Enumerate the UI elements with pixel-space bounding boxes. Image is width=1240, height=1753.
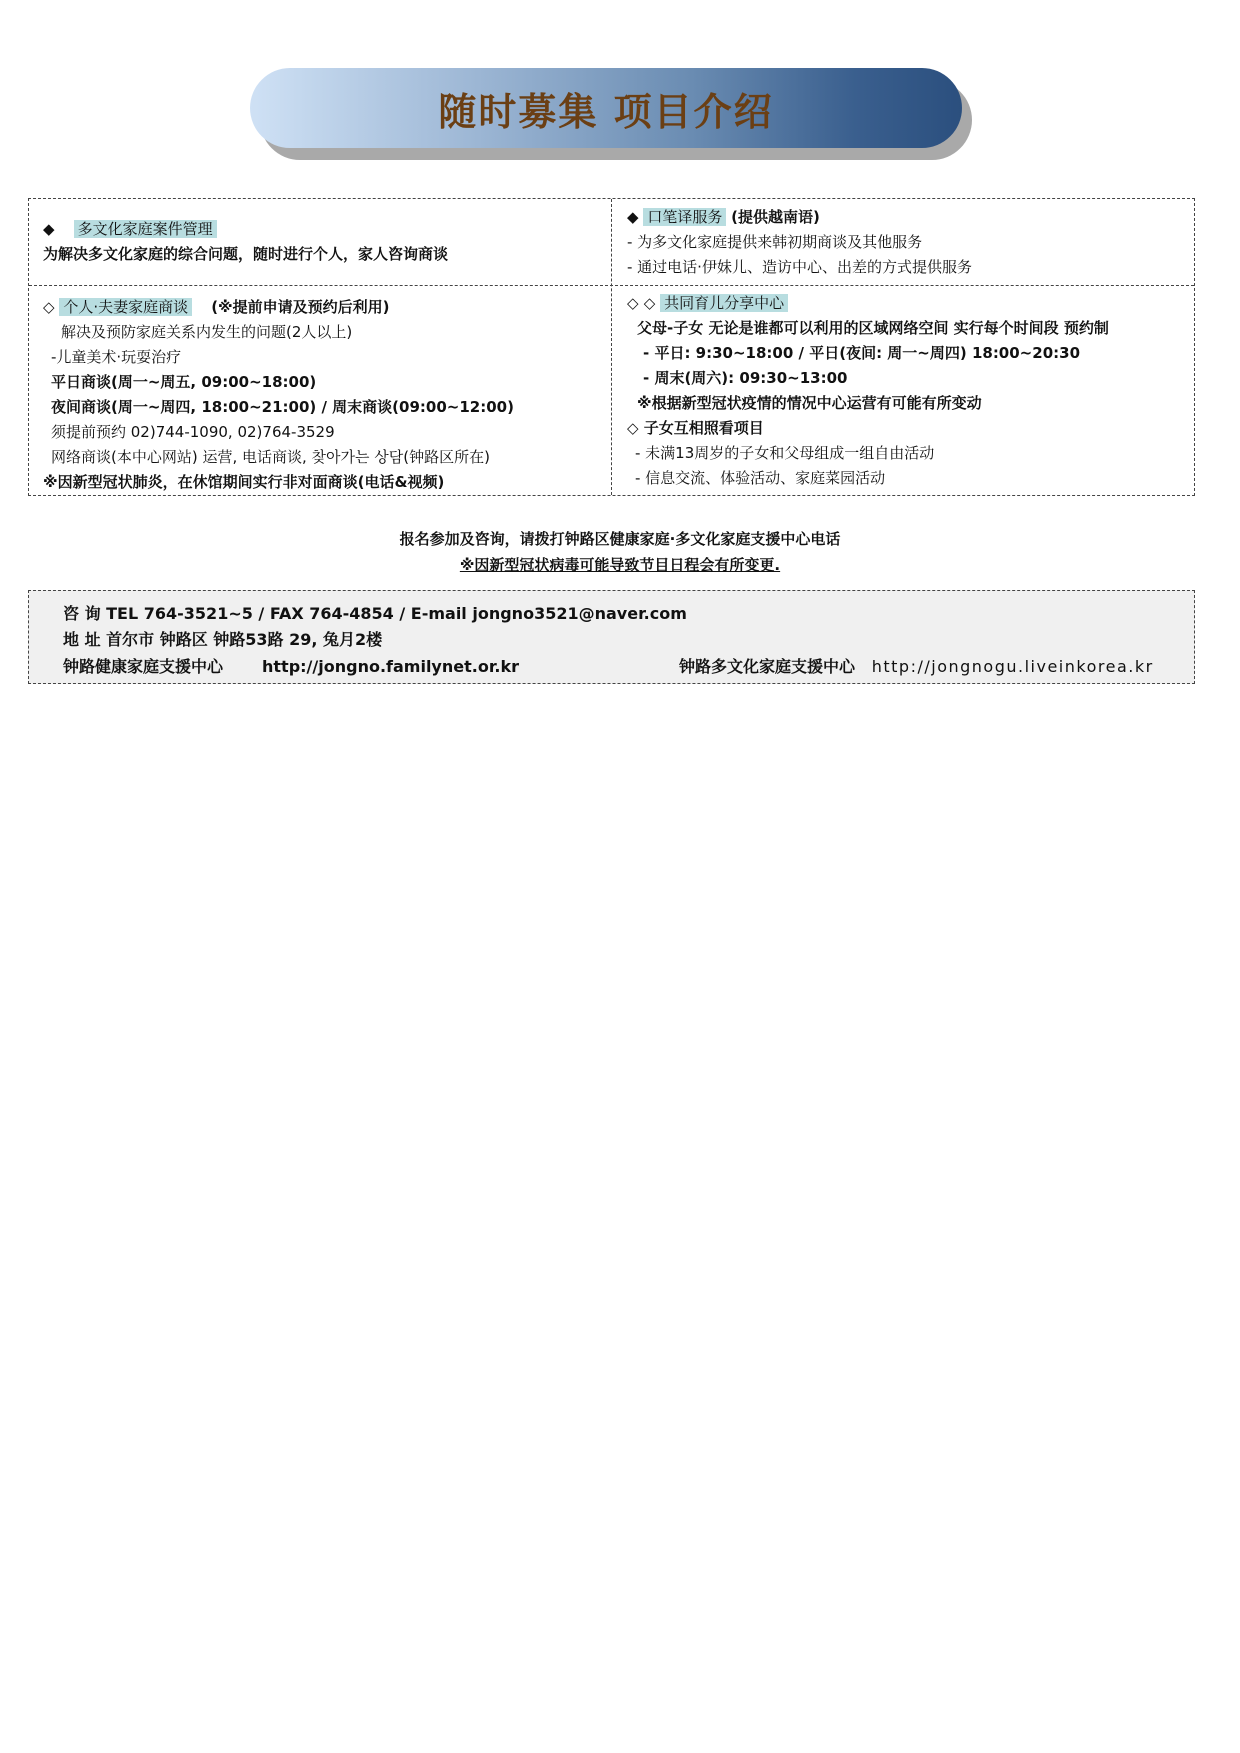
childcare-line: - 周末(周六): 09:30~13:00 <box>643 369 848 387</box>
grid-divider-horizontal <box>29 285 1194 286</box>
notice-line-1: 报名参加及咨询，请拨打钟路区健康家庭·多文化家庭支援中心电话 <box>399 530 841 548</box>
cell-childcare <box>627 291 1109 491</box>
notice-line-2: ※因新型冠状病毒可能导致节目日程会有所变更. <box>459 556 781 574</box>
childcare-line: - 未满13周岁的子女和父母组成一组自由活动 <box>635 444 935 462</box>
center-2-url-link[interactable]: http://jongnogu.liveinkorea.kr <box>871 657 1154 676</box>
counseling-heading: 个人·夫妻家庭商谈 <box>59 298 192 316</box>
counseling-line: 解决及预防家庭关系内发生的问题(2人以上) <box>61 323 353 341</box>
interpretation-heading: 口笔译服务 <box>643 208 726 226</box>
title-banner <box>250 68 972 160</box>
center-2 <box>679 654 1154 677</box>
program-grid <box>28 198 1195 496</box>
contact-address-line: 地 址 首尔市 钟路区 钟路53路 29, 兔月2楼 <box>63 630 383 649</box>
childcare-heading: 共同育儿分享中心 <box>660 294 788 312</box>
page-title: 随时募集 项目介绍 <box>438 89 774 134</box>
childcare-line: - 信息交流、体验活动、家庭菜园活动 <box>635 469 886 487</box>
diamond-bullet-icon: ◆ <box>627 208 639 226</box>
counseling-line: -儿童美术·玩耍治疗 <box>51 348 182 366</box>
childcare-line: ◇ 子女互相照看项目 <box>627 419 764 437</box>
case-management-heading: 多文化家庭案件管理 <box>74 220 217 238</box>
counseling-line: 须提前预约 02)744-1090, 02)764-3529 <box>51 423 335 441</box>
hollow-diamond-bullet-icon: ◇ <box>43 298 55 316</box>
childcare-line: - 平日: 9:30~18:00 / 平日(夜间: 周一~周四) 18:00~20:30 <box>643 344 1081 362</box>
counseling-line: ※因新型冠状肺炎，在休馆期间实行非对面商谈(电话&视频) <box>43 473 445 491</box>
diamond-bullet-icon: ◆ <box>43 220 55 238</box>
interpretation-line: - 通过电话·伊妹儿、造访中心、出差的方式提供服务 <box>627 258 972 276</box>
center-1 <box>63 654 519 677</box>
cell-case-management <box>43 217 448 267</box>
counseling-line: 平日商谈(周一~周五, 09:00~18:00) <box>51 373 317 391</box>
banner-bar <box>250 68 962 148</box>
counseling-note: (※提前申请及预约后利用) <box>211 298 390 316</box>
contact-phone-line: 咨 询 TEL 764-3521~5 / FAX 764-4854 / E-mail jongno3521@naver.com <box>63 604 687 623</box>
hollow-diamond-bullet-icon: ◇ ◇ <box>627 294 656 312</box>
cell-interpretation <box>627 205 972 280</box>
counseling-line: 夜间商谈(周一~周四, 18:00~21:00) / 周末商谈(09:00~12:00) <box>51 398 514 416</box>
cell-counseling <box>43 295 514 495</box>
contact-box <box>28 590 1195 684</box>
interpretation-note: (提供越南语) <box>731 208 820 226</box>
center-1-name: 钟路健康家庭支援中心 <box>63 657 224 676</box>
interpretation-line: - 为多文化家庭提供来韩初期商谈及其他服务 <box>627 233 923 251</box>
counseling-line: 网络商谈(本中心网站) 运营, 电话商谈, 찾아가는 상담(钟路区所在) <box>51 448 490 466</box>
case-management-desc: 为解决多文化家庭的综合问题，随时进行个人，家人咨询商谈 <box>43 245 449 263</box>
center-2-name: 钟路多文化家庭支援中心 <box>679 657 856 676</box>
grid-divider-vertical <box>611 199 612 495</box>
childcare-line: ※根据新型冠状疫情的情况中心运营有可能有所变动 <box>637 394 982 412</box>
center-1-url-link[interactable]: http://jongno.familynet.or.kr <box>262 657 520 676</box>
childcare-line: 父母-子女 无论是谁都可以利用的区域网络空间 实行每个时间段 预约制 <box>637 319 1109 337</box>
